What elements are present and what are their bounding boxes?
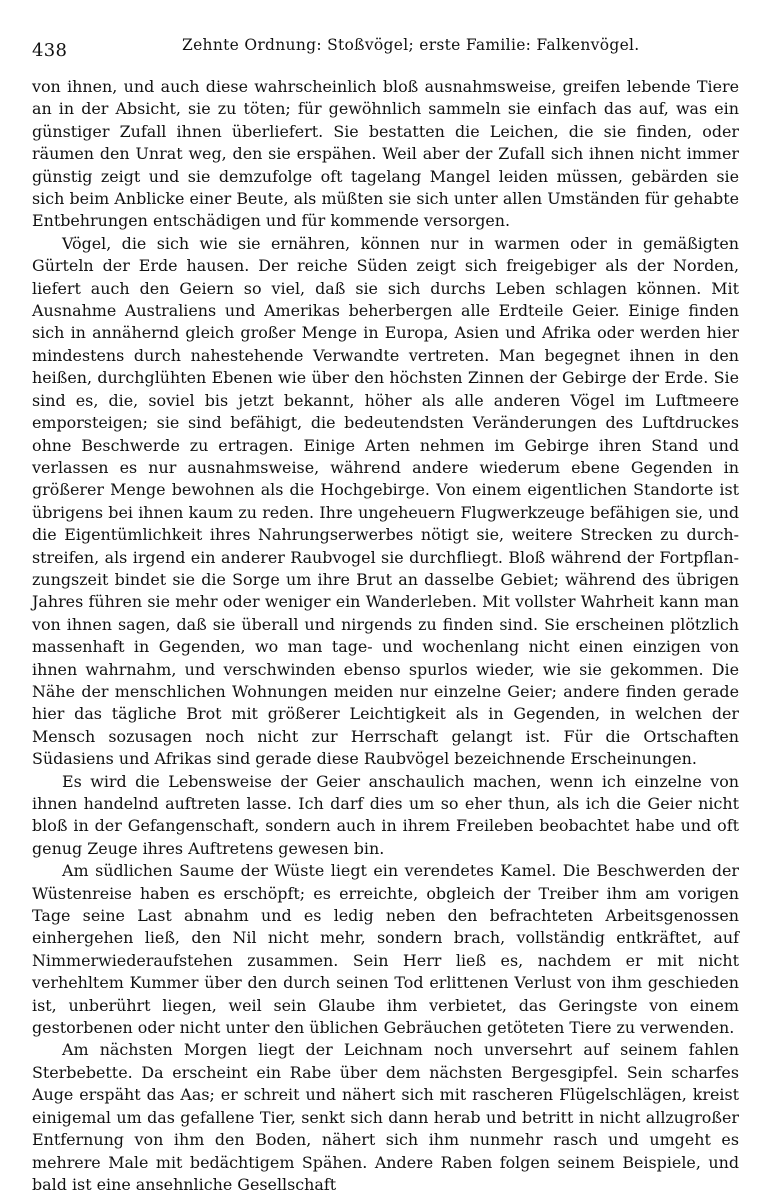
body-text [32, 76, 739, 1196]
running-head: Zehnte Ordnung: Stoßvögel; erste Familie: Falkenvögel. [182, 36, 640, 54]
page-header [32, 36, 739, 62]
paragraph: Es wird die Lebensweise der Geier anschaulich machen, wenn ich einzelne von ihnen handelnd auftreten lasse. Ich darf dies um so eher thun, als ich die Geier nicht bloß in der Gefangenschaft, sondern auch in ihrem Freileben beobachtet habe und oft genug Zeuge ihres Auftretens gewesen bin. [32, 771, 739, 858]
page-number: 438 [32, 40, 68, 61]
paragraph: von ihnen, und auch diese wahrscheinlich bloß ausnahmsweise, greifen lebende Tiere an in der Absicht, sie zu töten; für gewöhnlich sammeln sie einfach das auf, was ein günstiger Zufall ihnen überliefert. Sie bestatten die Leichen, die sie finden, oder räumen den Unrat weg, den sie erspähen. Weil aber der Zufall sich ihnen nicht immer günstig zeigt und sie demzufolge oft tagelang Mangel leiden müssen, gebärden sie sich beim Anblicke einer Beute, als müßten sie sich unter allen Umständen für gehabte Entbehrungen entschädigen und für kommende versorgen. [32, 77, 739, 231]
paragraph: Am nächsten Morgen liegt der Leichnam noch unversehrt auf seinem fahlen Sterbebette. Da erscheint ein Rabe über dem nächsten Bergesgipfel. Sein scharfes Auge erspäht das Aas; er schreit und nähert sich mit rascheren Flügelschlägen, kreist einigemal um das gefallene Tier, senkt sich dann herab und betritt in nicht allzugroßer Entfernung von ihm den Boden, nähert sich ihm nunmehr rasch und umgeht es mehrere Male mit bedächtigem Spähen. Andere Raben folgen seinem Beispiele, und bald ist eine ansehnliche Gesellschaft [32, 1040, 739, 1194]
paragraph: Vögel, die sich wie sie ernähren, können nur in warmen oder in gemäßigten Gürteln der Erde hausen. Der reiche Süden zeigt sich freigebiger als der Norden, liefert auch den Geiern so viel, daß sie sich durchs Leben schlagen können. Mit Ausnahme Australiens und Amerikas beherbergen alle Erdteile Geier. Einige finden sich in annähernd gleich großer Menge in Europa, Asien und Afrika oder werden hier mindestens durch nahestehende Verwandte vertreten. Man begegnet ihnen in den heißen, durchglühten Ebenen wie über den höchsten Zinnen der Gebirge der Erde. Sie sind es, die, soviel bis jetzt bekannt, höher als alle anderen Vögel im Luftmeere emporsteigen; sie sind befähigt, die bedeutendsten Veränderungen des Luftdruckes ohne Beschwerde zu ertragen. Einige Arten nehmen im Gebirge ihren Stand und verlassen es nur ausnahmsweise, während andere wiederum ebene Gegenden in größerer Menge bewohnen als die Hochgebirge. Von einem eigentlichen Standorte ist übrigens bei ihnen kaum zu reden. Ihre ungeheuern Flugwerkzeuge befähigen sie, und die Eigentümlichkeit ihres Nahrungserwerbes nötigt sie, weitere Strecken zu durchstreifen, als irgend ein anderer Raubvogel sie durchfliegt. Bloß während der Fortpflanzungszeit bindet sie die Sorge um ihre Brut an dasselbe Gebiet; während des übrigen Jahres führen sie mehr oder weniger ein Wanderleben. Mit vollster Wahrheit kann man von ihnen sagen, daß sie überall und nirgends zu finden sind. Sie erscheinen plötzlich massenhaft in Gegenden, wo man tage- und wochenlang nicht einen einzigen von ihnen wahrnahm, und verschwinden ebenso spurlos wieder, wie sie gekommen. Die Nähe der menschlichen Wohnungen meiden nur einzelne Geier; andere finden gerade hier das tägliche Brot mit größerer Leichtigkeit als in Gegenden, in welchen der Mensch sozusagen noch nicht zur Herrschaft gelangt ist. Für die Ortschaften Südasiens und Afrikas sind gerade diese Raubvögel bezeichnende Erscheinungen. [32, 233, 739, 769]
paragraph: Am südlichen Saume der Wüste liegt ein verendetes Kamel. Die Beschwerden der Wüstenreise haben es erschöpft; es erreichte, obgleich der Treiber ihm am vorigen Tage seine Last abnahm und es ledig neben den befrachteten Arbeitsgenossen einhergehen ließ, den Nil nicht mehr, sondern brach, vollständig entkräftet, auf Nimmerwiederaufstehen zusammen. Sein Herr ließ es, nachdem er mit nicht verhehltem Kummer über den durch seinen Tod erlittenen Verlust von ihm geschieden ist, unberührt liegen, weil sein Glaube ihm verbietet, das Geringste von einem gestorbenen oder nicht unter den üblichen Gebräuchen getöteten Tiere zu verwenden. [32, 861, 739, 1038]
